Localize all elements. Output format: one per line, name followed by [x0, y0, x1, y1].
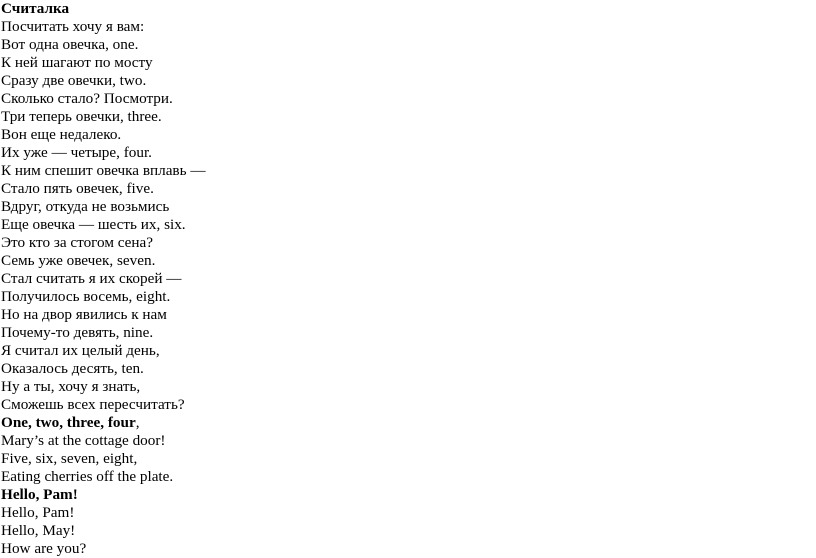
poem-line-18: Почему-то девять, nine.: [1, 324, 154, 341]
poem-line-19: Я считал их целый день,: [1, 342, 160, 359]
english-line-1-tail: ,: [135, 414, 140, 431]
greeting-line-2: Hello, Pam!: [1, 504, 75, 521]
poem-line-4: Сразу две овечки, two.: [1, 72, 147, 89]
poem-line-5: Сколько стало? Посмотри.: [1, 90, 173, 107]
poem-line-14: Семь уже овечек, seven.: [1, 252, 156, 269]
english-line-1: [1, 414, 816, 432]
poem-line-2: Вот одна овечка, one.: [1, 36, 139, 53]
poem-line-9: К ним спешит овечка вплавь —: [1, 162, 206, 179]
poem-line-12: Еще овечка — шесть их, six.: [1, 216, 186, 233]
english-line-1-bold: One, two, three, four: [1, 414, 136, 431]
poem-line-8: Их уже — четыре, four.: [1, 144, 152, 161]
poem-line-7: Вон еще недалеко.: [1, 126, 122, 143]
poem-line-16: Получилось восемь, eight.: [1, 288, 171, 305]
poem-line-20: Оказалось десять, ten.: [1, 360, 144, 377]
poem-line-10: Стало пять овечек, five.: [1, 180, 154, 197]
greeting-dialogue: [1, 486, 816, 558]
greeting-line-4: How are you?: [1, 540, 87, 557]
greeting-line-1: Hello, Pam!: [1, 486, 78, 503]
english-line-2: Mary’s at the cottage door!: [1, 432, 166, 449]
poem-line-15: Стал считать я их скорей —: [1, 270, 182, 287]
poem-line-17: Но на двор явились к нам: [1, 306, 167, 323]
poem-line-22: Сможешь всех пересчитать?: [1, 396, 185, 413]
greeting-line-3: Hello, May!: [1, 522, 76, 539]
poem-line-1: Посчитать хочу я вам:: [1, 18, 145, 35]
english-rhyme: [1, 414, 816, 486]
english-line-3: Five, six, seven, eight,: [1, 450, 138, 467]
poem-line-13: Это кто за стогом сена?: [1, 234, 154, 251]
poem-line-21: Ну а ты, хочу я знать,: [1, 378, 141, 395]
poem-line-11: Вдруг, откуда не возьмись: [1, 198, 170, 215]
russian-counting-rhyme: [1, 18, 816, 414]
poem-line-6: Три теперь овечки, three.: [1, 108, 162, 125]
english-line-4: Eating cherries off the plate.: [1, 468, 174, 485]
poem-title: Считалка: [1, 0, 70, 17]
poem-line-3: К ней шагают по мосту: [1, 54, 153, 71]
